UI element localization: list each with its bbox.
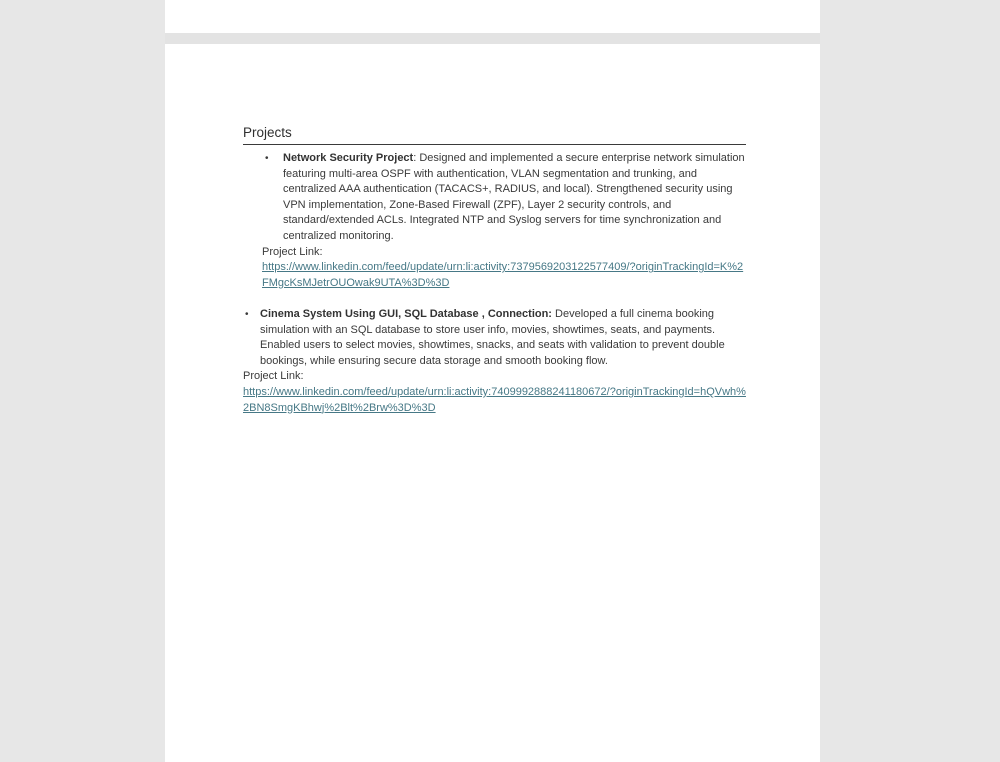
project-link[interactable]: https://www.linkedin.com/feed/update/urn:li:activity:7409992888241180672/?originTrackingId=hQVwh%2BN8SmgKBhwj%2Blt%2Brw%3D%3D: [243, 385, 746, 414]
bullet-icon: •: [245, 308, 249, 320]
bullet-icon: •: [265, 153, 269, 164]
project-link-label: Project Link:: [262, 245, 323, 258]
project-link-label: Project Link:: [243, 370, 304, 383]
project-link[interactable]: https://www.linkedin.com/feed/update/urn:li:activity:7379569203122577409/?originTrackingId=K%2FMgcKsMJetrOUOwak9UTA%3D%3D: [262, 261, 744, 289]
project-text: [283, 151, 746, 245]
blank-line: [243, 291, 746, 307]
project-link-block: [243, 369, 746, 416]
project-title-separator: :: [413, 152, 420, 164]
project-description: Designed and implemented a secure enterprise network simulation featuring multi-area OSPF with authentication, VLAN segmentation and trunking, and centralized AAA authentication (TACACS+, RADIUS, and local). Strengthened security using VPN implementation, Zone-Based Firewall (ZPF), Layer 2 security controls, and standard/extended ACLs. Integrated NTP and Syslog servers for time synchronization and centralized monitoring.: [283, 152, 745, 242]
project-text: [260, 307, 746, 369]
project-description: Developed a full cinema booking simulation with an SQL database to store user info, movies, showtimes, seats, and payments. Enabled users to select movies, showtimes, snacks, and seats with validation to prevent double bookings, while ensuring secure data storage and smooth booking flow.: [260, 307, 725, 367]
project-title: Network Security Project: [283, 152, 414, 164]
document-page: [165, 44, 820, 762]
projects-section-heading: Projects: [243, 124, 746, 145]
project-item-network-security: [243, 151, 746, 245]
previous-page-bottom: [165, 0, 820, 33]
project-item-cinema-system: [243, 307, 746, 369]
page-gap-divider: [165, 33, 820, 44]
document-content: [243, 124, 746, 416]
project-link-block: [243, 245, 746, 292]
project-title: Cinema System Using GUI, SQL Database , Connection:: [260, 307, 552, 320]
